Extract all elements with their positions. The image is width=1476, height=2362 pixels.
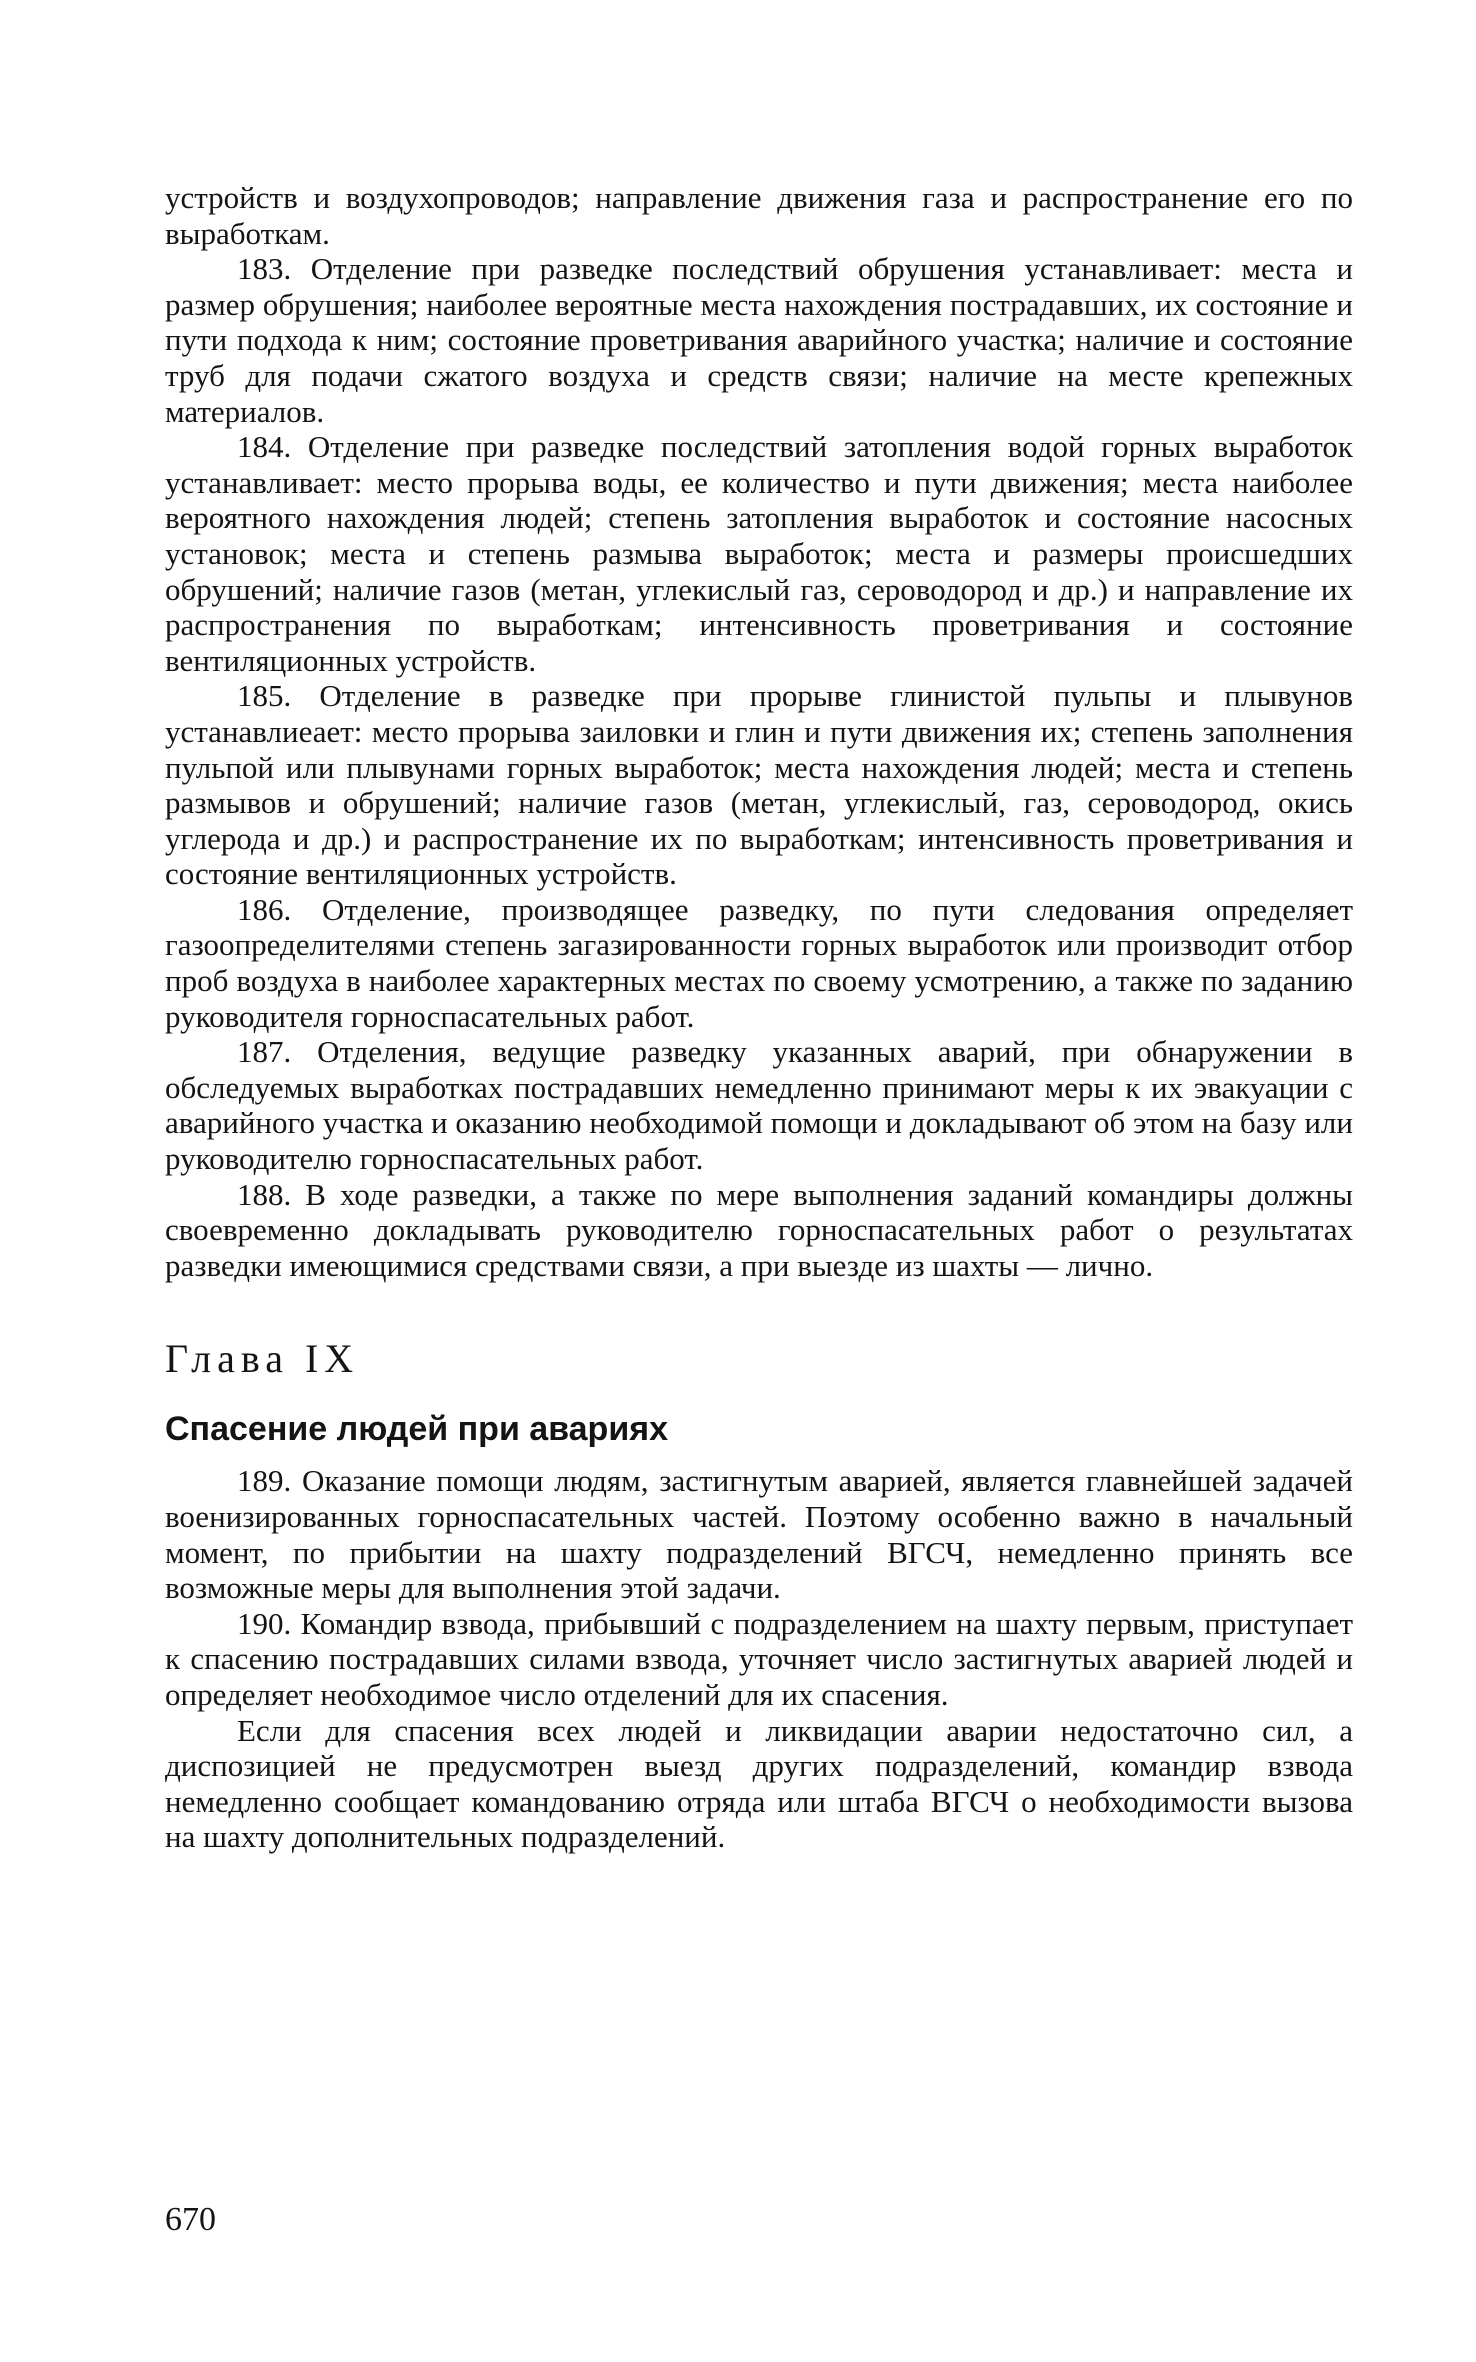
- paragraph-185: 185. Отделение в разведке при прорыве глинистой пульпы и плывунов устанавлиеает: место прорыва заиловки и глин и пути движения их; степень заполнения пульпой или плывунами горных выработок; места нахождения людей; места и степень размывов и обрушений; наличие газов (метан, углекислый, газ, сероводород, окись углерода и др.) и распространение их по выработкам; интенсивность проветривания и состояние вентиляционных устройств.: [165, 678, 1353, 892]
- paragraph-184: 184. Отделение при разведке последствий затопления водой горных выработок устанавливает: место прорыва воды, ее количество и пути движения; места наиболее вероятного нахождения людей; степень затопления выработок и состояние насосных установок; места и степень размыва выработок; места и размеры происшедших обрушений; наличие газов (метан, углекислый газ, сероводород и др.) и направление их распространения по выработкам; интенсивность проветривания и состояние вентиляционных устройств.: [165, 429, 1353, 678]
- section-title: Спасение людей при авариях: [165, 1410, 668, 1449]
- paragraph-188: 188. В ходе разведки, а также по мере выполнения заданий командиры должны своевременно докладывать руководителю горноспасательных работ о результатах разведки имеющимися средствами связи, а при выезде из шахты — лично.: [165, 1176, 1353, 1283]
- page-number: 670: [165, 2201, 216, 2238]
- page-body: [165, 180, 1353, 1855]
- paragraph-189: 189. Оказание помощи людям, застигнутым аварией, является главнейшей задачей военизированных горноспасательных частей. Поэтому особенно важно в начальный момент, по прибытии на шахту подразделений ВГСЧ, немедленно принять все возможные меры для выполнения этой задачи.: [165, 1463, 1353, 1606]
- paragraph-186: 186. Отделение, производящее разведку, по пути следования определяет газоопределителями степень загазированности горных выработок или производит отбор проб воздуха в наиболее характерных местах по своему усмотрению, а также по заданию руководителя горноспасательных работ.: [165, 891, 1353, 1034]
- paragraph-190: 190. Командир взвода, прибывший с подразделением на шахту первым, приступает к спасению пострадавших силами взвода, уточняет число застигнутых аварией людей и определяет необходимое число отделений для их спасения.: [165, 1605, 1353, 1712]
- paragraph-187: 187. Отделения, ведущие разведку указанных аварий, при обнаружении в обследуемых выработках пострадавших немедленно принимают меры к их эвакуации с аварийного участка и оказанию необходимой помощи и докладывают об этом на базу или руководителю горноспасательных работ.: [165, 1034, 1353, 1177]
- paragraph-continuation: устройств и воздухопроводов; направление движения газа и распространение его по выработкам.: [165, 180, 1353, 251]
- paragraph-190-continued: Если для спасения всех людей и ликвидации аварии недостаточно сил, а диспозицией не предусмотрен выезд других подразделений, командир взвода немедленно сообщает командованию отряда или штаба ВГСЧ о необходимости вызова на шахту дополнительных подразделений.: [165, 1712, 1353, 1855]
- chapter-label: Глава IX: [165, 1336, 360, 1382]
- paragraph-183: 183. Отделение при разведке последствий обрушения устанавливает: места и размер обрушения; наиболее вероятные места нахождения пострадавших, их состояние и пути подхода к ним; состояние проветривания аварийного участка; наличие и состояние труб для подачи сжатого воздуха и средств связи; наличие на месте крепежных материалов.: [165, 251, 1353, 429]
